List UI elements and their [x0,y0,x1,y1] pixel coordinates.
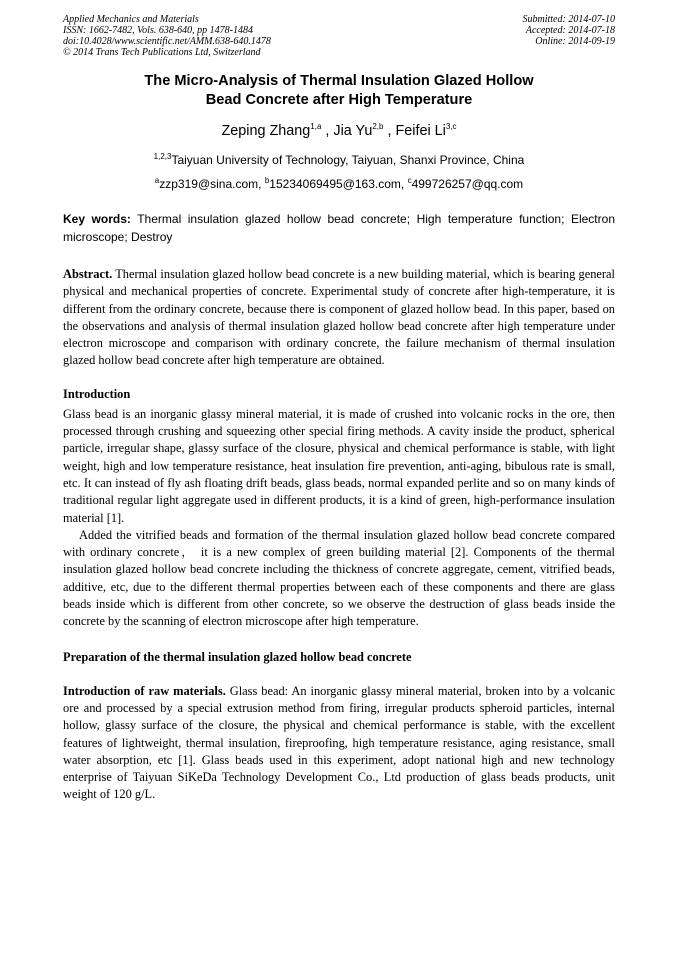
keywords-text: Thermal insulation glazed hollow bead concrete; High temperature function; Electron microscope; Destroy [63,212,615,244]
author-superscript: 1,a [310,122,322,132]
publication-meta [63,14,615,58]
author-name: Zeping Zhang [221,123,311,139]
author-superscript: 3,c [445,122,457,132]
author-list [63,122,615,140]
paper-title [63,72,615,110]
author-name: Jia Yu [333,123,373,139]
email-superscript: c [407,176,412,185]
accepted-date: Accepted: 2014-07-18 [525,25,615,36]
email-superscript: b [264,176,270,185]
journal-name: Applied Mechanics and Materials [63,14,199,25]
abstract-text: Thermal insulation glazed hollow bead concrete is a new building material, which is bearing general physical and mechanical properties of concrete. Experimental study of concrete after high-temperature, it is different from the ordinary concrete, because there is component of glazed hollow bead. In this paper, based on the observations and analysis of thermal insulation glazed hollow bead concrete after high temperature under electron microscope and comparison with ordinary concrete, the failure mechanism of thermal insulation glazed hollow bead concrete after high temperature are obtained. [63,267,615,368]
online-date: Online: 2014-09-19 [535,36,615,47]
email-link[interactable]: zzp319@sina.com, [159,177,262,191]
author-emails [63,176,615,192]
email-link[interactable]: 499726257@qq.com [411,177,524,191]
title-line-1: The Micro-Analysis of Thermal Insulation Glazed Hollow [144,73,534,89]
author-separator: , [321,123,334,139]
email-link[interactable]: 15234069495@163.com, [269,177,405,191]
submitted-date: Submitted: 2014-07-10 [522,14,615,25]
email-superscript: a [154,176,160,185]
introduction-paragraph: Added the vitrified beads and formation of the thermal insulation glazed hollow bead concrete compared with ordinary concrete， it is a new complex of green building material [2]. Components of the thermal insulation glazed hollow bead concrete including the thickness of concrete aggregate, cement, vitrified beads, additive, etc, due to the different thermal properties between each of these components and there are glass beads inside which is different from other concrete, so we observe the destruction of glass beads inside the concrete by the scanning of electron microscope after high temperature. [63,527,615,629]
title-line-2: Bead Concrete after High Temperature [205,92,473,108]
author-superscript: 2,b [372,122,384,132]
author-name: Feifei Li [395,123,446,139]
introduction-heading: Introduction [63,386,131,401]
abstract [63,266,615,370]
preparation-heading: Preparation of the thermal insulation glazed hollow bead concrete [63,649,412,664]
doi-link[interactable]: doi:10.4028/www.scientific.net/AMM.638-640.1478 [63,36,271,47]
introduction-paragraph: Glass bead is an inorganic glassy mineral material, it is made of crushed into volcanic rocks in the ore, then processed through crushing and squeezing other special firing methods. A cavity inside the product, spherical particle, irregular shape, glassy surface of the closure, physical and chemical performance is stable, with light weight, high and low temperature resistance, heat insulation fire prevention, anti-aging, bibulous rate is small, etc. It can instead of fly ash floating drift beads, glass beads, normal expanded perlite and so on many kinds of traditional regular light aggregate used in different products, it is a kind of green, high-performance insulation material [1]. [63,406,615,525]
issn-volume: ISSN: 1662-7482, Vols. 638-640, pp 1478-1484 [63,25,253,36]
raw-materials-paragraph [63,683,615,804]
keywords-label: Key words: [63,212,131,226]
copyright-notice: © 2014 Trans Tech Publications Ltd, Switzerland [63,47,261,58]
publication-info [63,14,271,58]
raw-materials-text: Glass bead: An inorganic glassy mineral material, broken into by a volcanic ore and processed by a special extrusion method from firing, irregular products spheroid particles, internal hollow, glassy surface of the closure, the physical and chemical performance is stable, with the excellent features of lightweight, thermal insulation, fireproofing, high temperature resistance, aging resistance, small water absorption, etc [1]. Glass beads used in this experiment, adopt national high and new technology enterprise of Taiyuan SiKeDa Technology Development Co., Ltd production of glass beads products, unit weight of 120 g/L. [63,683,615,802]
raw-materials-label: Introduction of raw materials. [63,683,226,698]
affiliation-text: Taiyuan University of Technology, Taiyuan, Shanxi Province, China [171,153,525,167]
author-separator: , [383,123,396,139]
affiliation-superscript: 1,2,3 [153,152,172,161]
affiliation [63,152,615,168]
abstract-label: Abstract. [63,267,113,281]
publication-dates [523,14,616,58]
keywords [63,210,615,246]
